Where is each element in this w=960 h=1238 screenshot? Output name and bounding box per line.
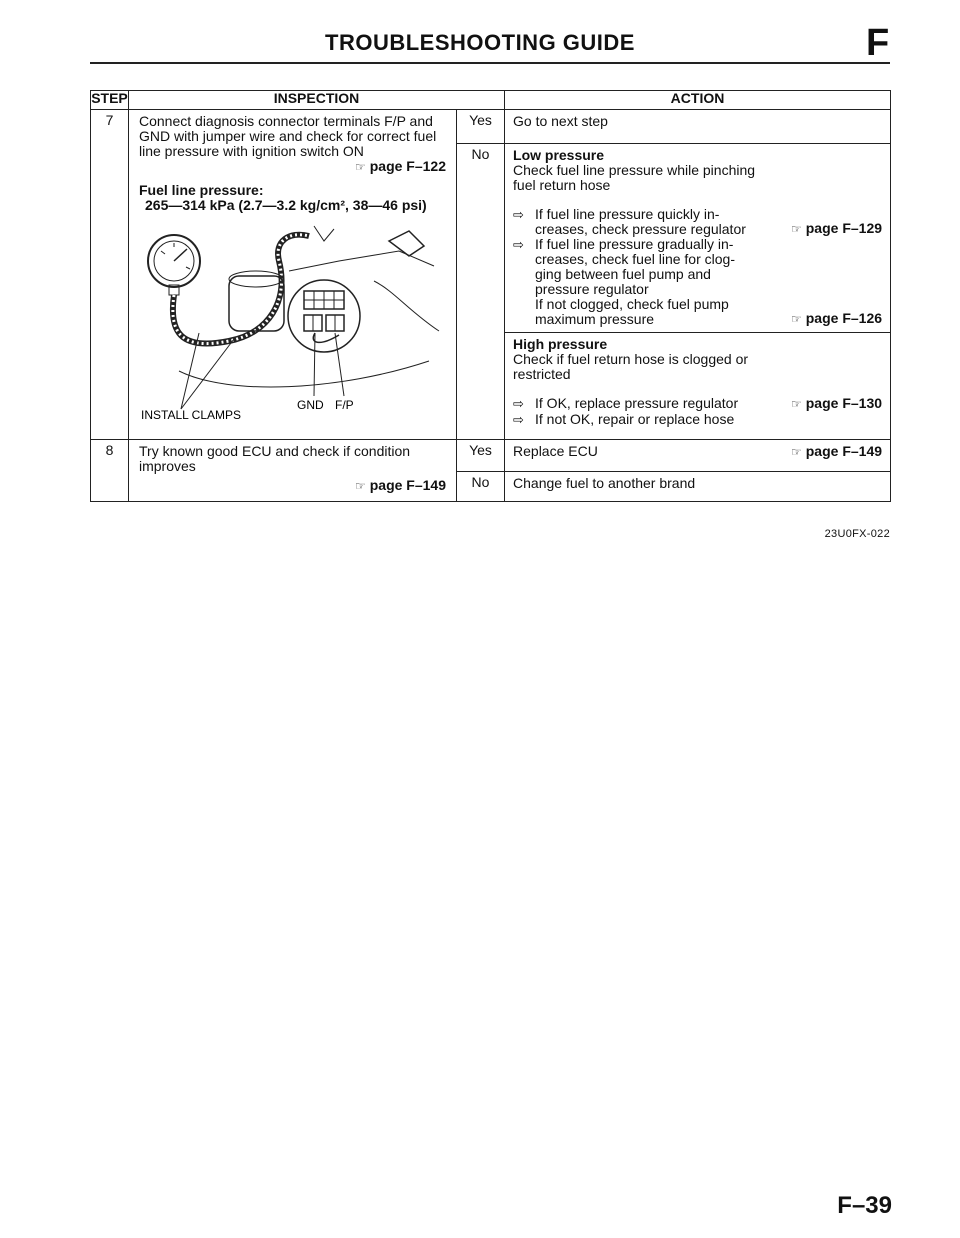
page-reference: ☞ page F–129 [790,220,883,236]
gnd-label: GND [297,398,324,412]
pointing-hand-icon: ☞ [790,397,802,411]
install-clamps-label: INSTALL CLAMPS [141,408,242,421]
pointing-hand-icon: ☞ [790,445,802,459]
table-row [91,440,891,472]
troubleshooting-table [90,90,891,502]
action-line: pressure regulator [535,281,649,297]
table-row [91,110,891,144]
fp-label: F/P [335,398,354,412]
action-line: Replace ECU [513,443,598,459]
action-item [513,207,882,237]
action-line: If fuel line pressure gradually in- [535,236,734,252]
action-line: Check if fuel return hose is clogged or [513,351,749,367]
inspection-line: improves [139,458,196,474]
action-item: ⇨ If not OK, repair or replace hose [513,411,735,427]
pointing-hand-icon: ☞ [354,479,366,493]
figure-code: 23U0FX-022 [824,528,890,540]
no-action: Change fuel to another brand [505,472,891,502]
action-line: creases, check fuel line for clog- [535,251,735,267]
pointing-hand-icon: ☞ [790,222,802,236]
action-line: maximum pressure [535,311,655,327]
no-label: No [457,472,505,502]
action-line: ging between fuel pump and [535,266,711,282]
page-reference: ☞ page F–122 [354,158,446,174]
action-line: restricted [513,366,571,382]
page-reference: ☞ page F–130 [790,395,883,411]
action-line: fuel return hose [513,177,611,193]
inspection-line: line pressure with ignition switch ON [139,143,364,159]
pointing-hand-icon: ☞ [790,312,802,326]
action-item [513,237,882,327]
action-line: creases, check pressure regulator [535,221,746,237]
action-line: If not clogged, check fuel pump [535,296,729,312]
yes-label: Yes [457,440,505,472]
action-line: If fuel line pressure quickly in- [535,206,720,222]
spec-value: 265—314 kPa (2.7—3.2 kg/cm², 38—46 psi) [145,197,427,213]
header-action: ACTION [505,91,891,110]
step-number: 8 [91,440,129,502]
high-pressure-action [505,333,891,440]
page-reference: ☞ page F–149 [354,477,446,493]
yes-action: Go to next step [505,110,891,144]
no-label: No [457,144,505,440]
pointing-hand-icon: ☞ [354,160,366,174]
outline-arrow-icon: ⇨ [513,396,524,411]
page-number: F–39 [837,1192,892,1219]
header-step: STEP [91,91,129,110]
low-pressure-action [505,144,891,333]
high-pressure-title: High pressure [513,336,608,352]
page-title: TROUBLESHOOTING GUIDE [325,30,635,55]
page-reference: ☞ page F–126 [790,310,883,326]
step7-inspection [129,110,457,440]
header-inspection: INSPECTION [129,91,505,110]
step8-inspection [129,440,457,502]
inspection-line: GND with jumper wire and check for correct fuel [139,128,437,144]
action-item: ⇨ If OK, replace pressure regulator ☞ page F–130 [513,395,883,411]
action-line: Check fuel line pressure while pinching [513,162,756,178]
outline-arrow-icon: ⇨ [513,237,524,252]
inspection-line: Try known good ECU and check if condition [139,443,411,459]
yes-action [505,440,891,472]
fuel-pressure-gauge-illustration [139,221,449,421]
step-number: 7 [91,110,129,440]
page-reference: ☞ page F–149 [790,443,883,459]
outline-arrow-icon: ⇨ [513,412,524,427]
inspection-line: Connect diagnosis connector terminals F/P and [139,113,433,129]
yes-label: Yes [457,110,505,144]
section-letter: F [866,22,890,64]
low-pressure-title: Low pressure [513,147,605,163]
table-header-row [91,91,891,110]
outline-arrow-icon: ⇨ [513,207,524,222]
spec-label: Fuel line pressure: [139,182,264,198]
header-rule [90,62,890,64]
